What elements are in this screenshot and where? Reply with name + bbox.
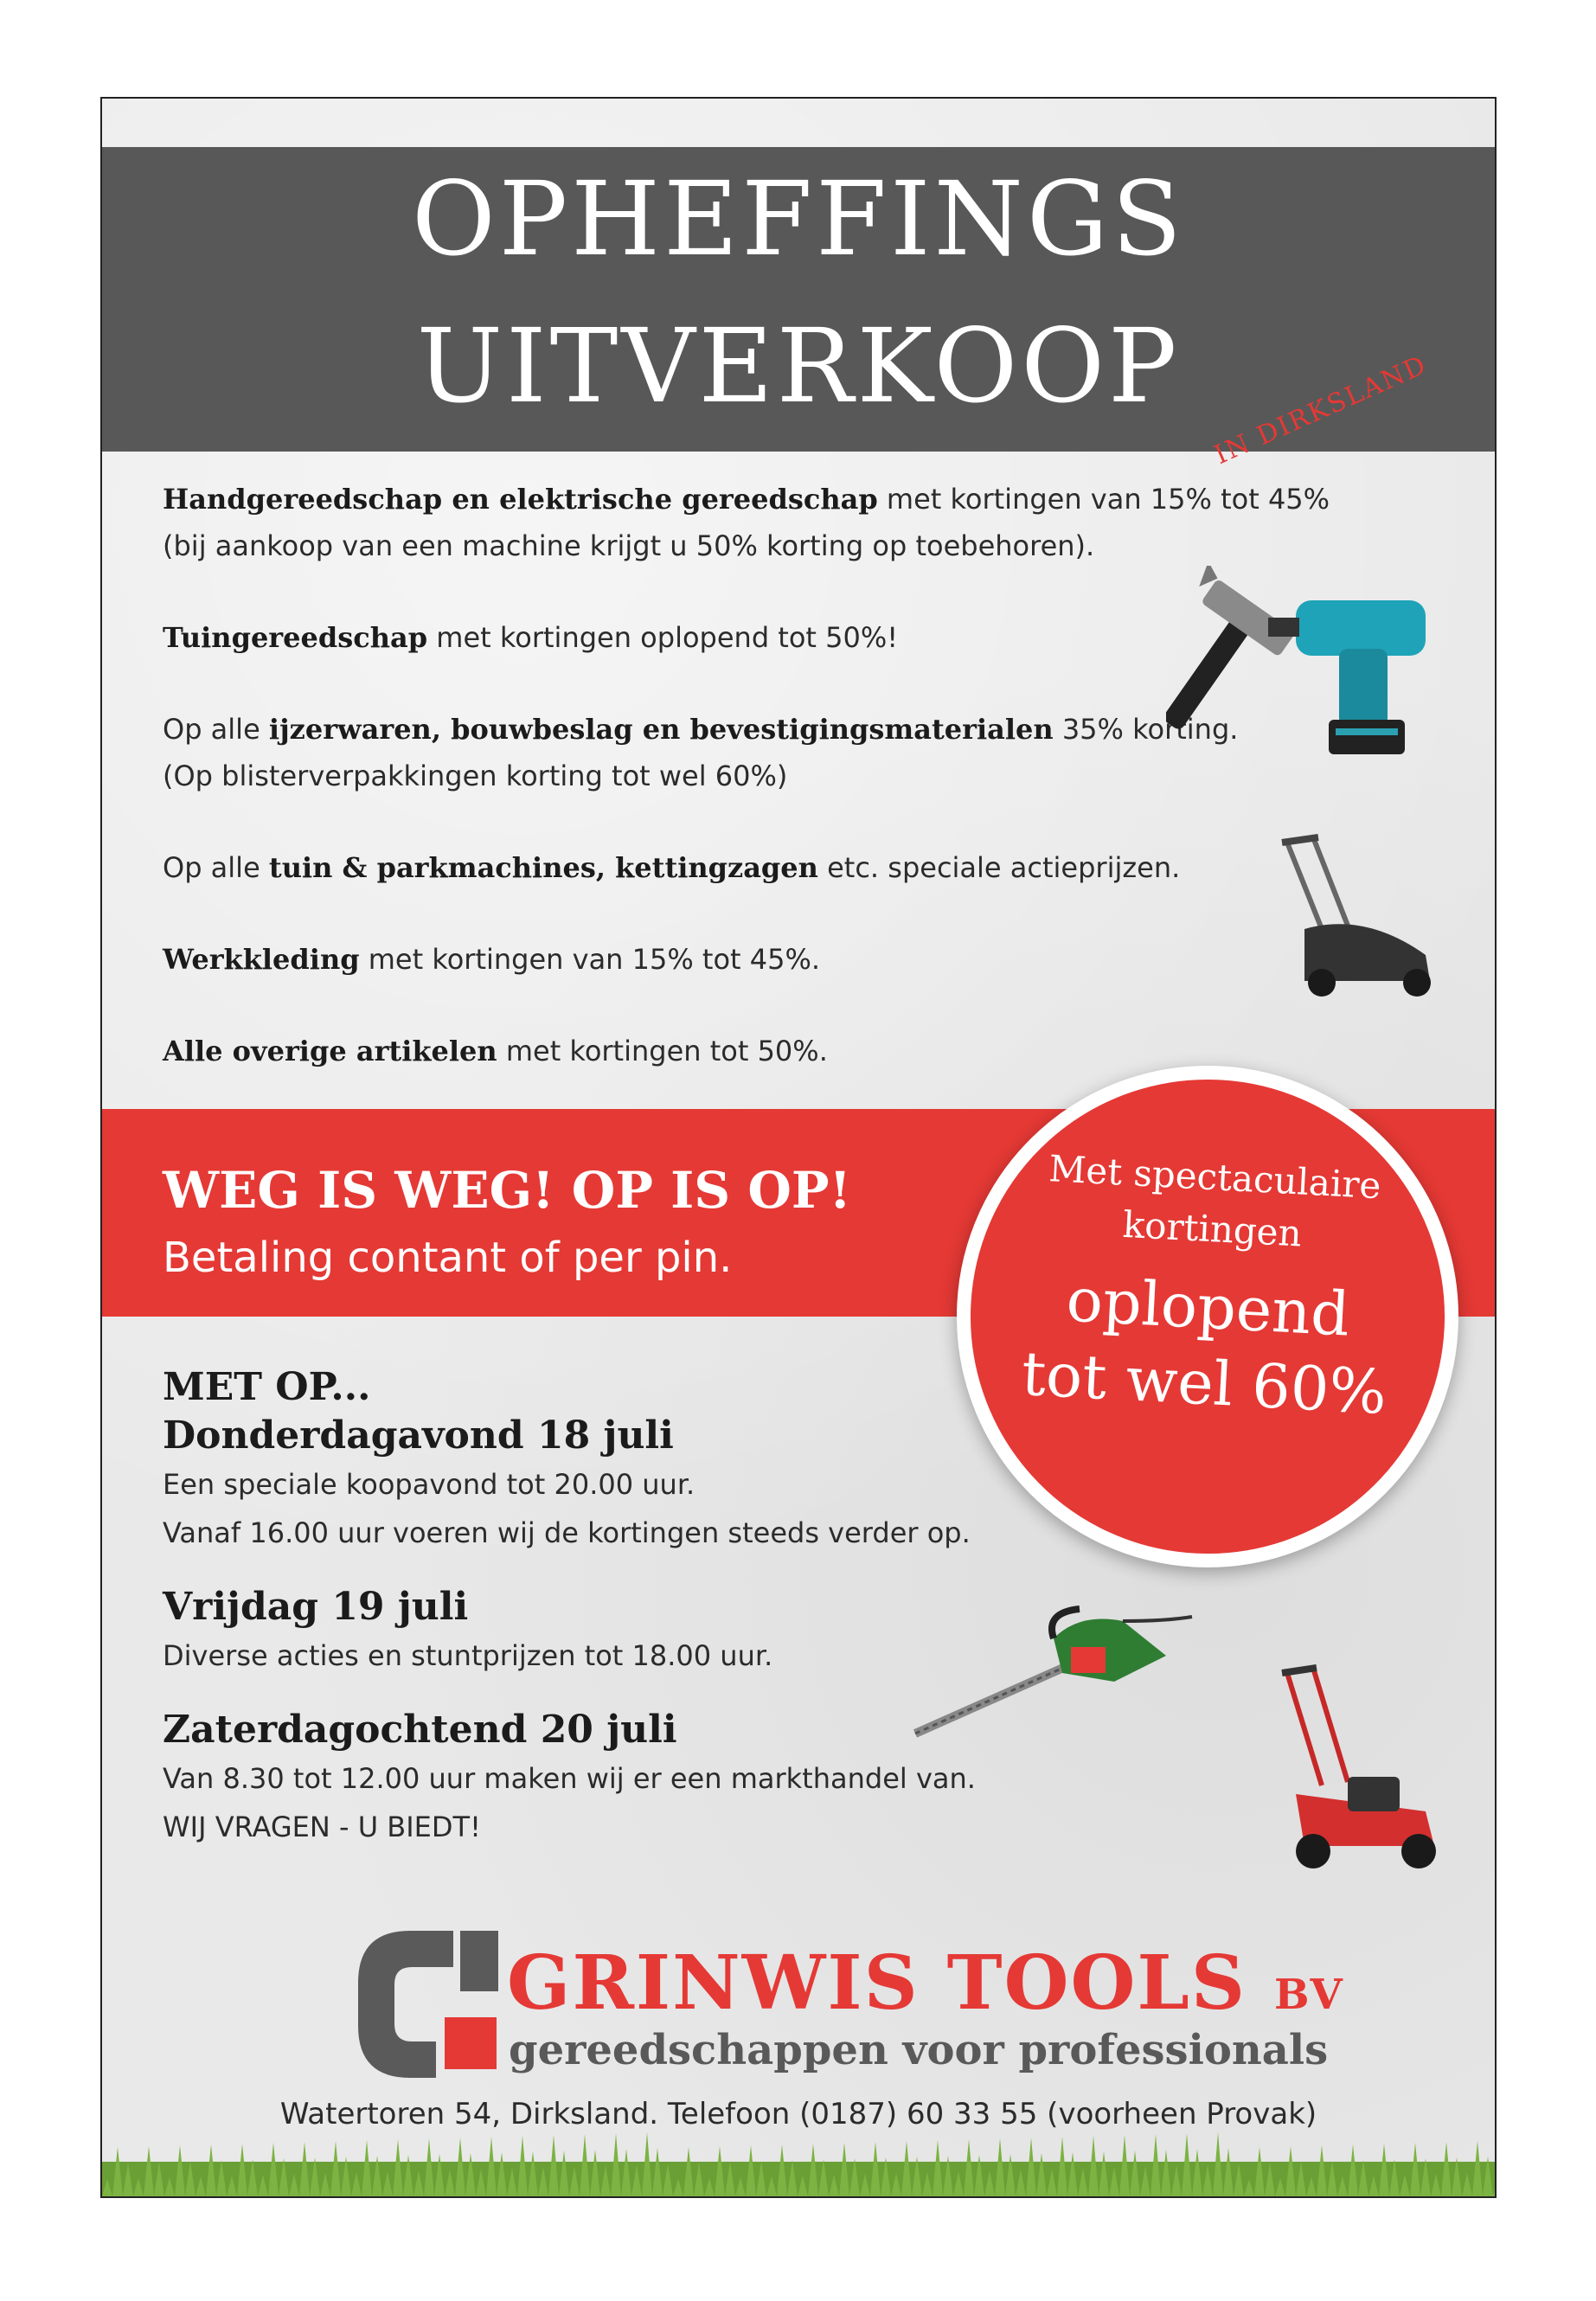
- day-heading: Vrijdag 19 juli: [163, 1585, 469, 1629]
- schedule-intro: MET OP...: [163, 1365, 371, 1409]
- offer-item: Op alle ijzerwaren, bouwbeslag en bevestigingsmaterialen 35% korting. (Op blisterverpakkingen korting tot wel 60%): [163, 706, 1497, 799]
- company-address: Watertoren 54, Dirksland. Telefoon (0187) 60 33 55 (voorheen Provak): [279, 2097, 1317, 2131]
- banner-headline: WEG IS WEG! OP IS OP!: [163, 1161, 851, 1220]
- day-heading: Donderdagavond 18 juli: [163, 1413, 674, 1458]
- offer-item: Tuingereedschap met kortingen oplopend tot 50%!: [163, 621, 899, 654]
- hedge-trimmer-illustration: [907, 1604, 1201, 1751]
- badge-line-3: oplopend: [1064, 1264, 1352, 1350]
- offer-item: Op alle tuin & parkmachines, kettingzagen etc. speciale actieprijzen.: [163, 851, 1181, 884]
- company-tagline: gereedschappen voor professionals: [509, 2026, 1329, 2074]
- offer-item: Werkkleding met kortingen van 15% tot 45%.: [163, 943, 821, 976]
- red-lawn-mower-illustration: [1261, 1664, 1452, 1881]
- company-name: GRINWIS TOOLS BV: [507, 1939, 1343, 2027]
- day-line: Diverse acties en stuntprijzen tot 18.00 uur.: [163, 1639, 773, 1672]
- lawn-mower-illustration: [1270, 834, 1452, 998]
- offer-note: (bij aankoop van een machine krijgt u 50% korting op toebehoren).: [163, 529, 1095, 562]
- title-line-2: UITVERKOOP: [416, 306, 1181, 426]
- offer-highlight: ijzerwaren, bouwbeslag en bevestigingsmaterialen: [268, 713, 1054, 746]
- badge-line-2: kortingen: [1121, 1202, 1303, 1255]
- badge-line-4: tot wel 60%: [1019, 1337, 1388, 1428]
- grinwis-logo-mark: [358, 1931, 505, 2078]
- poster: [100, 97, 1497, 2198]
- company-suffix: BV: [1273, 1971, 1343, 2019]
- day-heading: Zaterdagochtend 20 juli: [163, 1708, 677, 1752]
- offer-highlight: Werkkleding: [163, 943, 360, 976]
- offer-highlight: tuin & parkmachines, kettingzagen: [268, 851, 818, 884]
- offer-highlight: Alle overige artikelen: [163, 1035, 497, 1067]
- offer-item: Alle overige artikelen met kortingen tot 50%.: [163, 1035, 828, 1067]
- location-tag: IN DIRKSLAND: [1209, 349, 1433, 471]
- offer-highlight: Handgereedschap en elektrische gereedschap: [163, 483, 878, 516]
- offer-item: Handgereedschap en elektrische gereedschap met kortingen van 15% tot 45% (bij aankoop van een machine krijgt u 50% korting op toebehoren).: [163, 476, 1497, 569]
- day-line: Van 8.30 tot 12.00 uur maken wij er een markthandel van.: [163, 1762, 976, 1795]
- hammer-drill-illustration: [1166, 566, 1452, 765]
- title-line-1: OPHEFFINGS: [412, 159, 1185, 279]
- day-line: Een speciale koopavond tot 20.00 uur.: [163, 1468, 695, 1501]
- day-line: Vanaf 16.00 uur voeren wij de kortingen steeds verder op.: [163, 1516, 971, 1549]
- day-line: WIJ VRAGEN - U BIEDT!: [163, 1811, 481, 1843]
- badge-line-1: Met spectaculaire: [1048, 1147, 1382, 1208]
- offer-highlight: Tuingereedschap: [163, 621, 428, 654]
- grass-strip: [102, 2118, 1495, 2196]
- banner-subline: Betaling contant of per pin.: [163, 1234, 733, 1282]
- offer-note: (Op blisterverpakkingen korting tot wel 60%): [163, 760, 788, 792]
